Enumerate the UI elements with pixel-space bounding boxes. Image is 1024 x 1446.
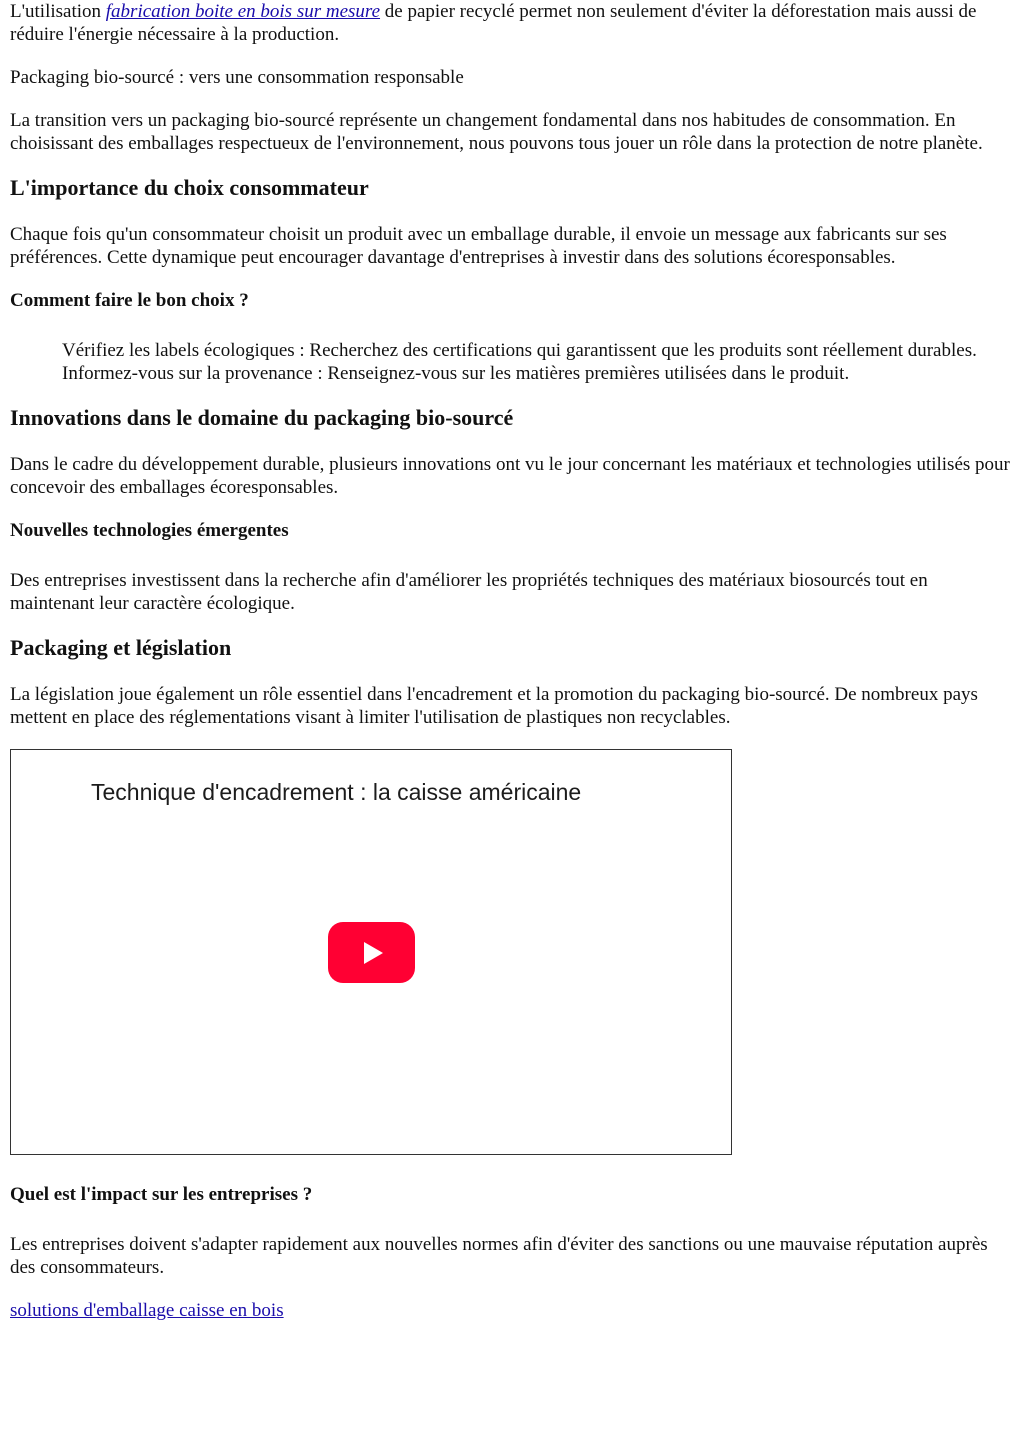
subheading-business-impact: Quel est l'impact sur les entreprises ? <box>10 1184 313 1205</box>
subtitle-paragraph: Packaging bio-sourcé : vers une consommation responsable <box>10 67 464 88</box>
heading-innovations: Innovations dans le domaine du packaging bio-sourcé <box>10 405 514 430</box>
subheading-new-technologies: Nouvelles technologies émergentes <box>10 520 289 541</box>
heading-consumer-choice: L'importance du choix consommateur <box>10 175 369 200</box>
video-title[interactable]: Technique d'encadrement : la caisse américaine <box>91 779 582 805</box>
consumer-choice-paragraph: Chaque fois qu'un consommateur choisit un produit avec un emballage durable, il envoie un message aux fabricants sur ses préférences. Cette dynamique peut encourager davantage d'entreprises à investir dans des solutions écoresponsables. <box>10 224 947 268</box>
intro-text-before: L'utilisation <box>10 1 106 22</box>
legislation-paragraph: La législation joue également un rôle essentiel dans l'encadrement et la promotion du packaging bio-sourcé. De nombreux pays mettent en place des réglementations visant à limiter l'utilisation de plastiques non recyclables. <box>10 684 978 728</box>
tips-quote: Vérifiez les labels écologiques : Recherchez des certifications qui garantissent que les produits sont réellement durables. Informez-vous sur la provenance : Renseignez-vous sur les matières premières utilisées dans le produit. <box>62 340 977 384</box>
heading-legislation: Packaging et législation <box>10 635 232 660</box>
footer-link[interactable]: solutions d'emballage caisse en bois <box>10 1300 284 1321</box>
video-embed[interactable] <box>10 749 732 1155</box>
intro-link[interactable]: fabrication boite en bois sur mesure <box>105 1 381 22</box>
footer-paragraph <box>10 1299 1014 1322</box>
subheading-good-choice: Comment faire le bon choix ? <box>10 290 249 311</box>
intro-text-after: de papier recyclé permet non seulement d'éviter la déforestation mais aussi de réduire l'énergie nécessaire à la production. <box>10 1 977 45</box>
play-button[interactable] <box>328 922 415 983</box>
business-impact-paragraph: Les entreprises doivent s'adapter rapidement aux nouvelles normes afin d'éviter des sanctions ou une mauvaise réputation auprès des consommateurs. <box>10 1234 988 1278</box>
technologies-paragraph: Des entreprises investissent dans la recherche afin d'améliorer les propriétés techniques des matériaux biosourcés tout en maintenant leur caractère écologique. <box>10 570 928 614</box>
play-icon <box>358 939 386 967</box>
intro-paragraph <box>10 0 1014 46</box>
innovations-paragraph: Dans le cadre du développement durable, plusieurs innovations ont vu le jour concernant les matériaux et technologies utilisés pour concevoir des emballages écoresponsables. <box>10 454 1010 498</box>
transition-paragraph: La transition vers un packaging bio-sourcé représente un changement fondamental dans nos habitudes de consommation. En choisissant des emballages respectueux de l'environnement, nous pouvons tous jouer un rôle dans la protection de notre planète. <box>10 110 983 154</box>
